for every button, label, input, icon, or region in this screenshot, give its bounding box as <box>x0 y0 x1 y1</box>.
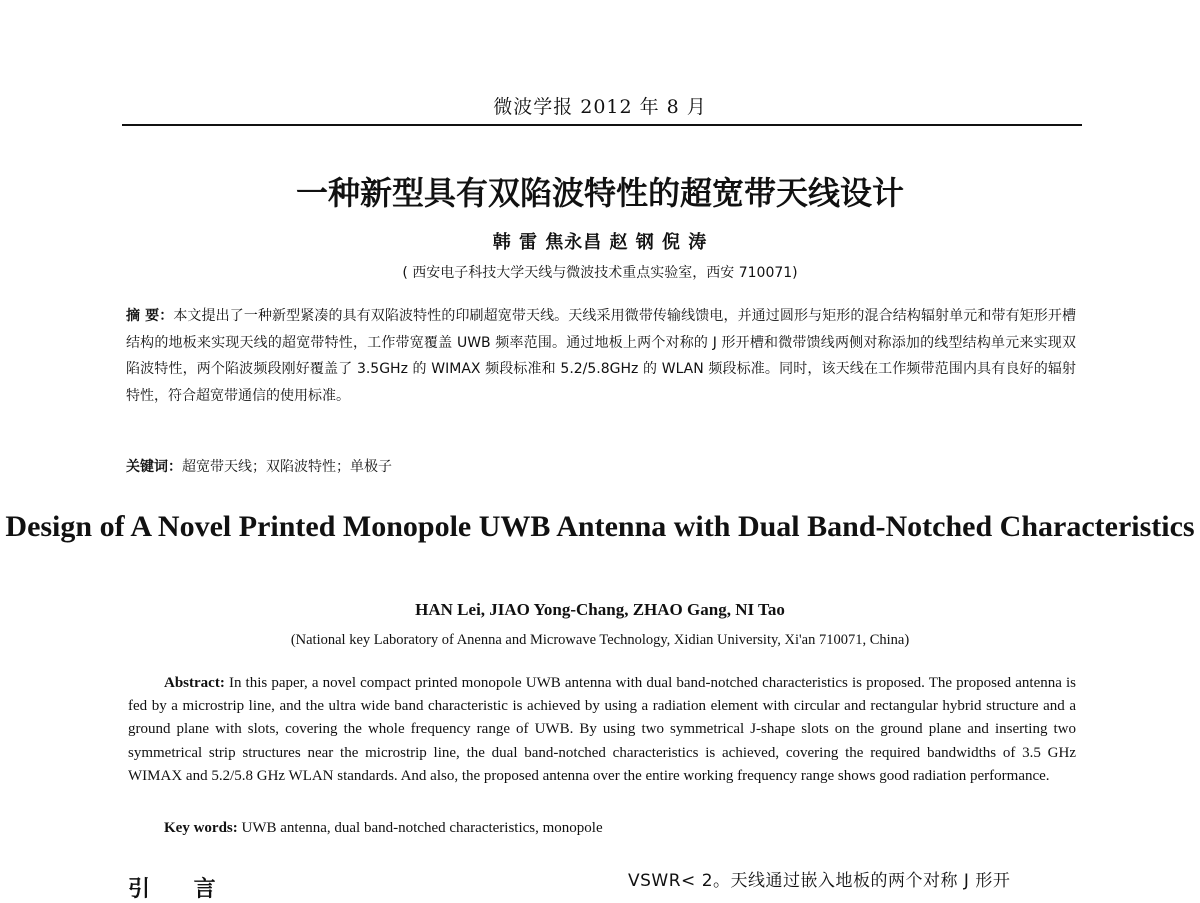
english-keywords-text: UWB antenna, dual band-notched characteristics, monopole <box>237 820 603 836</box>
chinese-abstract-text: 本文提出了一种新型紧凑的具有双陷波特性的印刷超宽带天线。天线采用微带传输线馈电，并通过圆形与矩形的混合结构辐射单元和带有矩形开槽结构的地板来实现天线的超宽带特性，工作带宽覆盖 UWB 频率范围。通过地板上两个对称的 J 形开槽和微带馈线两侧对称添加的线型结构单元来实现双陷波特性，两个陷波频段刚好覆盖了 3.5GHz 的 WIMAX 频段标准和 5.2/5.8GHz 的 WLAN 频段标准。同时，该天线在工作频带范围内具有良好的辐射特性，符合超宽带通信的使用标准。 <box>126 308 1077 404</box>
header-rule <box>122 124 1082 126</box>
english-abstract-text: In this paper, a novel compact printed monopole UWB antenna with dual band-notched characteristics is proposed. The proposed antenna is fed by a microstrip line, and the ultra wide band characteristic is achieved by using a radiation element with circular and rectangular hybrid structure and a ground plane with slots, covering the whole frequency range of UWB. By using two symmetrical J-shape slots on the ground plane and inserting two symmetrical strip structures near the microstrip line, the dual band-notched characteristics is achieved, covering the required bandwidths of 3.5 GHz WIMAX and 5.2/5.8 GHz WLAN standards. And also, the proposed antenna over the entire working frequency range shows good radiation performance. <box>128 675 1076 784</box>
right-column-text: VSWR< 2。天线通过嵌入地板的两个对称 J 形开 <box>628 871 1011 891</box>
chinese-keywords <box>126 456 1076 476</box>
chinese-title: 一种新型具有双陷波特性的超宽带天线设计 <box>295 174 904 212</box>
english-abstract <box>128 672 1076 788</box>
chinese-keywords-text: 超宽带天线；双陷波特性；单极子 <box>182 459 392 475</box>
english-abstract-label: Abstract: <box>164 675 225 691</box>
chinese-keywords-label: 关键词： <box>126 459 182 475</box>
chinese-authors: 韩 雷 焦永昌 赵 钢 倪 涛 <box>492 232 708 253</box>
english-keywords <box>164 820 1064 837</box>
english-affiliation: (National key Laboratory of Anenna and Microwave Technology, Xidian University, Xi'an 710071, China) <box>290 632 910 648</box>
chinese-abstract <box>126 303 1076 409</box>
running-header: 微波学报 2012 年 8 月 <box>493 96 707 118</box>
english-keywords-label: Key words: <box>164 820 238 836</box>
introduction-heading: 引 言 <box>128 877 234 902</box>
english-authors: HAN Lei, JIAO Yong-Chang, ZHAO Gang, NI Tao <box>415 600 785 619</box>
chinese-affiliation: ( 西安电子科技大学天线与微波技术重点实验室，西安 710071) <box>402 265 798 281</box>
english-title: Design of A Novel Printed Monopole UWB Antenna with Dual Band-Notched Characteristics <box>5 510 1195 543</box>
chinese-abstract-label: 摘 要： <box>126 308 174 324</box>
